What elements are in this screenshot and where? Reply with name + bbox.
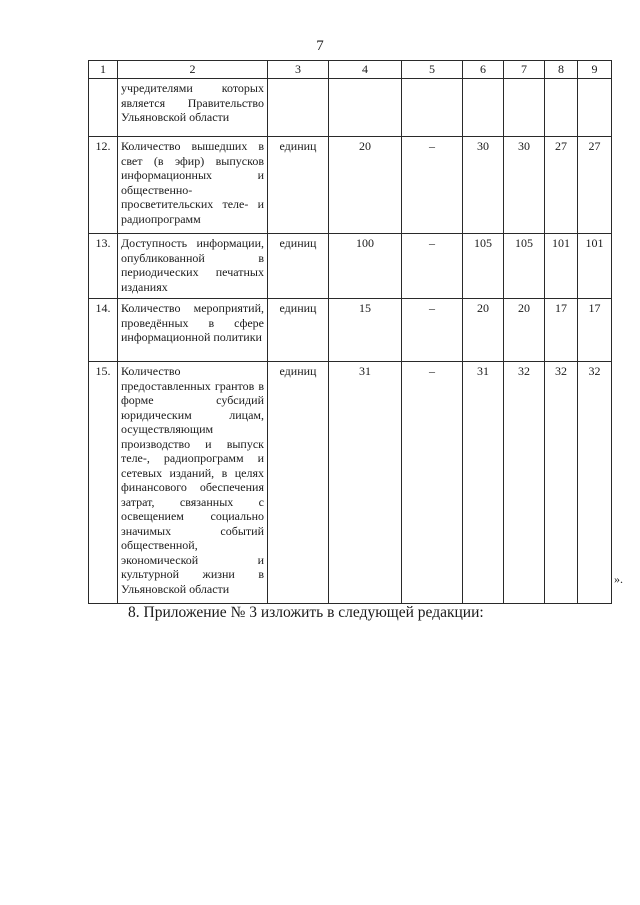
- row-value-4: 100: [329, 234, 402, 299]
- row-value-9: 27: [578, 137, 612, 234]
- row-value-8: 32: [545, 362, 578, 604]
- row-number: 15.: [89, 362, 118, 604]
- row-value-9: 32: [578, 362, 612, 604]
- row-value-9: 17: [578, 299, 612, 362]
- row-number: 14.: [89, 299, 118, 362]
- row-unit: [268, 79, 329, 137]
- row-unit: единиц: [268, 137, 329, 234]
- row-value-4: [329, 79, 402, 137]
- row-value-5: [402, 79, 463, 137]
- row-value-8: 101: [545, 234, 578, 299]
- header-cell: 2: [118, 61, 268, 79]
- header-cell: 1: [89, 61, 118, 79]
- row-number: 13.: [89, 234, 118, 299]
- row-value-4: 20: [329, 137, 402, 234]
- row-value-8: 17: [545, 299, 578, 362]
- row-unit: единиц: [268, 362, 329, 604]
- table-row: [89, 137, 612, 234]
- header-cell: 7: [504, 61, 545, 79]
- header-cell: 3: [268, 61, 329, 79]
- row-value-5: –: [402, 234, 463, 299]
- row-value-7: 20: [504, 299, 545, 362]
- row-value-5: –: [402, 299, 463, 362]
- row-unit: единиц: [268, 299, 329, 362]
- table-row: [89, 362, 612, 604]
- closing-quote-mark: ».: [614, 572, 623, 586]
- header-cell: 8: [545, 61, 578, 79]
- row-value-6: [463, 79, 504, 137]
- table-row: [89, 79, 612, 137]
- row-value-7: 105: [504, 234, 545, 299]
- row-value-9: 101: [578, 234, 612, 299]
- indicators-table: [88, 60, 612, 604]
- row-value-6: 31: [463, 362, 504, 604]
- row-value-8: [545, 79, 578, 137]
- row-value-5: –: [402, 137, 463, 234]
- amendment-paragraph: 8. Приложение № 3 изложить в следующей редакции:: [128, 604, 484, 621]
- row-description: Количество предоставленных грантов в форме субсидий юридическим лицам, осуществляющим производство и выпуск теле-, радиопрограмм и сетевых изданий, в целях финансового обеспечения затрат, связанных с освещением социально значимых событий общественной, экономической и культурной жизни в Ульяновской области: [118, 362, 268, 604]
- row-value-6: 105: [463, 234, 504, 299]
- header-cell: 9: [578, 61, 612, 79]
- header-cell: 6: [463, 61, 504, 79]
- header-cell: 5: [402, 61, 463, 79]
- row-value-7: 30: [504, 137, 545, 234]
- row-value-4: 15: [329, 299, 402, 362]
- row-description: Количество мероприятий, проведённых в сфере информационной политики: [118, 299, 268, 362]
- row-value-4: 31: [329, 362, 402, 604]
- row-value-5: –: [402, 362, 463, 604]
- table-row: [89, 234, 612, 299]
- table-header-row: [89, 61, 612, 79]
- row-value-6: 30: [463, 137, 504, 234]
- row-description: Количество вышедших в свет (в эфир) выпусков информационных и общественно-просветительских теле- и радиопрограмм: [118, 137, 268, 234]
- row-number: 12.: [89, 137, 118, 234]
- row-value-7: [504, 79, 545, 137]
- table-row: [89, 299, 612, 362]
- header-cell: 4: [329, 61, 402, 79]
- row-value-7: 32: [504, 362, 545, 604]
- row-description: учредителями которых является Правительство Ульяновской области: [118, 79, 268, 137]
- row-description: Доступность информации, опубликованной в периодических печатных изданиях: [118, 234, 268, 299]
- page-number: 7: [316, 38, 324, 54]
- row-value-6: 20: [463, 299, 504, 362]
- row-unit: единиц: [268, 234, 329, 299]
- row-number: [89, 79, 118, 137]
- row-value-8: 27: [545, 137, 578, 234]
- row-value-9: [578, 79, 612, 137]
